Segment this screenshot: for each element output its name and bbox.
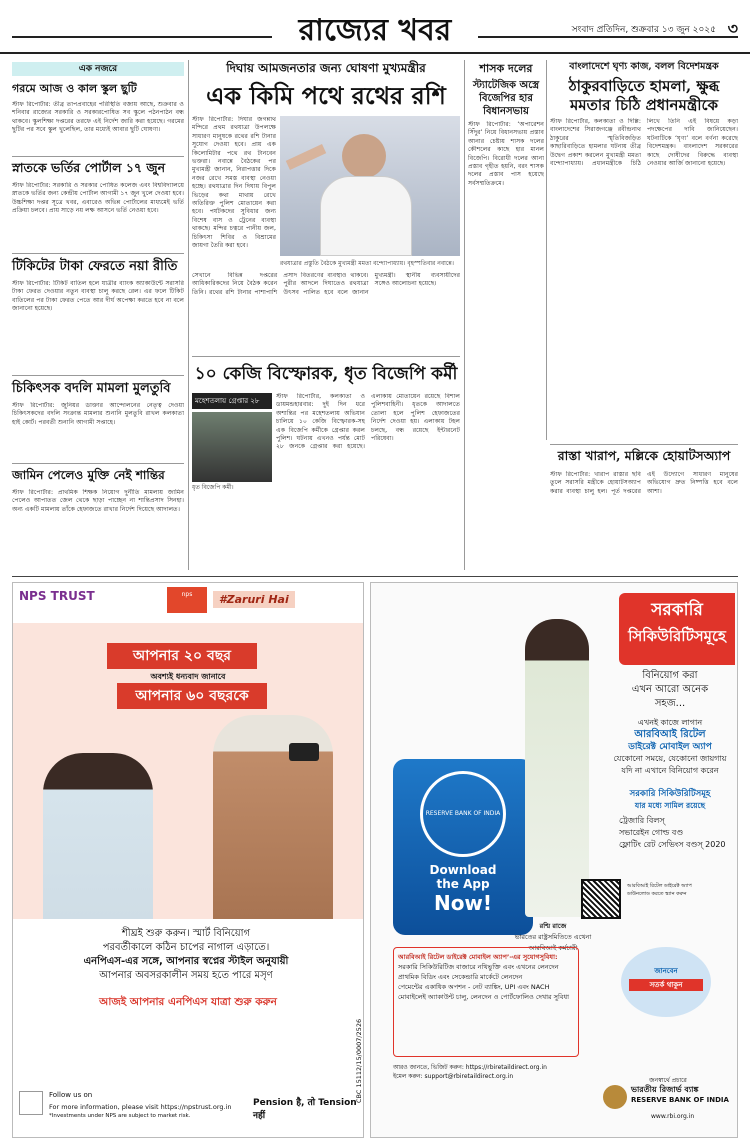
raised-hand-shape [286,144,326,170]
publication-date: সংবাদ প্রতিদিন, শুক্রবার ১৩ জুন ২০২৫ [571,25,716,35]
nps-logo: NPS TRUST [19,589,95,603]
rbi-issuer: জনস্বার্থে প্রচারে [649,1077,687,1084]
accused-photo [192,412,272,482]
second-headline: ১০ কেজি বিস্ফোরক, ধৃত বিজেপি কর্মী [194,364,458,384]
bangladesh-story [550,60,738,440]
second-body: স্টাফ রিপোর্টার, কলকাতা ও ডায়মন্ডহারবার: দুই দিন ধরে অশান্তির পর মহেশতলায় অভিযান চালিয়ে ১০ কেজি বিস্ফোরক-সহ এক বিজেপি কর্মীকে গ্রেপ্তার করল পুলিশ। ঘটনায় এখনও পর্যন্ত মোট ২৮ জনকে গ্রেপ্তার করা হয়েছে। এলাকায় মোতায়েন রয়েছে বিশাল পুলিশবাহিনী। ধৃতকে আদালতে তোলা হলে পুলিশ হেফাজতের নির্দেশ দেওয়া হয়। এলাকায় টহল চলছে, বন্ধ রয়েছে ইন্টারনেট পরিষেবা। [276,393,460,451]
rbi-p5: যদি না এখানে বিনিয়োগ করেন [621,766,719,775]
column-rule [546,60,547,440]
rbi-subhead [607,669,733,711]
rbi-item-3: ফ্লোটিং রেট সেভিংস বণ্ডস্ 2020 [619,840,726,849]
rbi-pitch [607,717,733,777]
nps-copy-1: শীঘ্রই শুরু করুন। স্মার্ট বিনিয়োগ [121,928,251,939]
brief-text-1: স্টাফ রিপোর্টার: তীব্র তাপপ্রবাহের পরিস্থিতি বজায় আছে, শুক্রবার ও শনিবার রাজ্যের সরকারি ও সরকারপোষিত সব স্কুলে পঠনপাঠন বন্ধ থাকবে। স্কুলশিক্ষা দপ্তরের তরফে এই নির্দেশ জারি করা হয়েছে। গরমের ছুটির পর সবে স্কুল খুলেছিল, তার মধ্যেই আবার ছুটি ঘোষণা। [12,101,184,134]
rbi-list-head-2: যার মধ্যে সামিল রয়েছে [634,801,706,810]
model-role: ভারতের রাষ্ট্রসমিতিতে এথেনা আরবিআই কর্মচারী [514,933,592,952]
rbi-sub-1: বিনিয়োগ করা [642,670,698,681]
model-figure [525,619,589,917]
bangladesh-body: স্টাফ রিপোর্টার, কলকাতা ও দিল্লি: বাংলাদেশের সিরাজগঞ্জে রবীন্দ্রনাথ ঠাকুরের স্মৃতিবিজড়িত কাছারিবাড়িতে হামলার ঘটনায় তীব্র উদ্বেগ প্রকাশ করলেন মুখ্যমন্ত্রী মমতা বন্দ্যোপাধ্যায়। প্রধানমন্ত্রীকে চিঠি লিখে তিনি এই বিষয়ে কড়া পদক্ষেপের দাবি জানিয়েছেন। ঘটনাটিকে ‘ঘৃণ্য’ বলে বর্ণনা করেছে বিদেশমন্ত্রক। বাংলাদেশ সরকারের কাছে দোষীদের বিরুদ্ধে ব্যবস্থা নেওয়ার আর্জি জানানো হয়েছে। [550,118,738,168]
camera-icon [289,743,319,761]
phone-mockup [393,759,533,935]
brief-bar: এক নজরে [12,62,184,76]
brief-text-4: স্টাফ রিপোর্টার: জুনিয়র ডাক্তার আন্দোলনের নেতৃত্ব দেওয়া চিকিৎসকদের বদলি সংক্রান্ত মামলার শুনানি মুলতুবি রাখল কলকাতা হাই কোর্ট। পরবর্তী শুনানি আগামী সপ্তাহে। [12,402,184,426]
rbi-head-2: সিকিউরিটিসমূহে [628,627,726,645]
brief-headline-3: টিকিটের টাকা ফেরতে নয়া রীতি [12,259,178,274]
lead-body: স্টাফ রিপোর্টার: দিঘার জগন্নাথ মন্দিরে প্রথম রথযাত্রা উপলক্ষে সাধারণ মানুষকে রথের রশি টানার সুযোগ দেওয়া হবে। প্রায় এক কিলোমিটার পথে রথ টানবেন ভক্তরা। নবান্নে বৈঠকের পর মুখ্যমন্ত্রী জানান, নিরাপত্তার দিকে নজর রেখে সমস্ত ব্যবস্থা নেওয়া হচ্ছে। রথযাত্রার দিন দিঘায় বিপুল ভিড়ের কথা মাথায় রেখে অতিরিক্ত পুলিশ মোতায়েন করা হবে। পর্যটকদের সুবিধার জন্য বিশেষ বাস ও ট্রেনের ব্যবস্থা থাকছে। মন্দির চত্বরে পানীয় জল, চিকিৎসা শিবির ও বিশ্রামের জায়গা তৈরি করা হবে। [192,116,276,250]
brief-text-5: স্টাফ রিপোর্টার: প্রাথমিক শিক্ষক নিয়োগ দুর্নীতি মামলায় জামিন পেলেও আপাতত জেল থেকে ছাড়া পাচ্ছেন না শান্তিপ্রসাদ সিনহা। অন্য একটি মামলায় তাঁকে হেফাজতে রাখার নির্দেশ দিয়েছে আদালত। [12,489,184,513]
page-header [0,0,750,54]
roads-body: স্টাফ রিপোর্টার: খারাপ রাস্তার ছবি তুলে সরাসরি মন্ত্রীকে হোয়াটসঅ্যাপ করার ব্যবস্থা চালু হল। পূর্ত দপ্তরের এই উদ্যোগে সাধারণ মানুষের অভিযোগ দ্রুত নিষ্পত্তি হবে বলে আশা। [550,471,738,495]
column-rule [188,60,189,570]
phone-line-1: Download [429,863,497,877]
rbi-contact-url: আরও জানতে, ভিজিট করুন: https://rbiretaildirect.org.in [393,1064,547,1071]
rbi-head-1: সরকারি [651,600,703,620]
nps-slogan: Pension है, तो Tension नहीं [253,1098,357,1121]
nps-cta: আজই আপনার এনপিএস যাত্রা শুরু করুন [99,996,277,1008]
badge-top: জানবেন [654,967,678,975]
rbi-list-head [607,787,733,813]
nps-cbc-code: CBC 15112/15/0007/2526 [355,1018,363,1103]
brief-headline-1: গরমে আজ ও কাল স্কুল ছুটি [12,82,137,95]
divider [12,463,184,464]
rbi-p3: ডাইরেক্ট মোবাইল অ্যাপ [628,742,712,752]
rbi-feature-2: প্রাথমিক বিডিং এবং সেকেন্ডারি মার্কেটে লেনদেন [398,973,523,981]
rbi-bank-bn: ভারতীয় রিজার্ভ ব্যাঙ্ক [631,1085,699,1094]
rbi-feature-1: সরকারি সিকিউরিটিজ বাজারে নথিভুক্তি এবং এখনের লেনদেন [398,963,559,971]
accused-photo-caption: ধৃত বিজেপি কর্মী। [192,484,234,491]
rbi-p1: এখনই কাজে লাগান [637,718,703,727]
nps-advertisement [12,582,364,1138]
nps-follow: Follow us on [49,1091,93,1099]
nps-banner-sub: অবশ্যই ধন্যবাদ জানাবে [150,672,226,681]
ads-divider [12,576,738,577]
assembly-story [468,60,544,570]
rbi-advertisement [370,582,738,1138]
assembly-headline: স্ট্যাটেজিক অস্ত্রে বিজেপির হার বিধানসভায় [472,80,540,117]
rbi-feature-4: মোবাইলেই অ্যাকাউন্ট চালু, লেনদেন ও পোর্টফোলিও দেখার সুবিধা [398,993,569,1001]
brief-text-3: স্টাফ রিপোর্টার: টিকিট বাতিল হলে যাত্রীর ব্যাংক অ্যাকাউন্টে সরাসরি টাকা ফেরত দেওয়ার নতুন ব্যবস্থা চালু করছে রেল। এর ফলে টিকিট বাতিলের পর টাকা ফেরত পেতে আর দীর্ঘ অপেক্ষা করতে হবে না বলে জানানো হয়েছে। [12,280,184,313]
rbi-contact-email: ইমেল করুন: support@rbiretaildirect.org.in [393,1073,514,1080]
nps-qr-icon [19,1091,43,1115]
assembly-body: স্টাফ রিপোর্টার: ‘অপারেশন সিঁদুর’ নিয়ে বিধানসভায় প্রস্তাব আনার চেষ্টায় শাসক দলের কৌশলের কাছে হার মানল বিজেপি। বিরোধী দলের আনা প্রস্তাব গৃহীত হয়নি, বরং শাসক দলের প্রস্তাব পাস হয়েছে সর্বসম্মতিক্রমে। [468,121,544,187]
column-rule [464,60,465,570]
bangladesh-headline: ঠাকুরবাড়িতে হামলা, ক্ষুব্ধ মমতার চিঠি প্রধানমন্ত্রীকে [568,77,720,114]
rbi-item-2: সভারেইন গোল্ড বণ্ড [619,828,684,837]
rbi-feature-3: পেমেন্টের একাধিক অপশন - নেট ব্যাঙ্কিং, UPI এবং NACH [398,983,550,991]
rbi-bank-name [631,1085,735,1105]
lead-photo-caption: রথযাত্রার প্রস্তুতি বৈঠকে মুখ্যমন্ত্রী মমতা বন্দ্যোপাধ্যায়। বৃহস্পতিবার নবান্নে। [280,260,454,267]
young-woman-figure [43,753,153,919]
phone-line-3: Now! [433,891,493,915]
nps-photo-area [13,623,364,919]
roads-headline: রাস্তা খারাপ, মল্লিকে হোয়াটসঅ্যাপ [557,448,731,463]
rbi-qr-code [581,879,621,919]
nps-brand-badge: nps [167,587,207,613]
section-title: রাজ্যের খবর [298,13,452,48]
second-dateline: মহেশতলায় গ্রেপ্তার ২৮ [192,393,272,409]
rbi-p4: যেকোনো সময়ে, যেকোনো জায়গায় [613,754,727,763]
chief-minister-photo [280,116,460,256]
brief-headline-2: স্নাতকে ভর্তির পোর্টাল ১৭ জুন [12,160,166,175]
nps-copy-4: আপনার অবসরকালীন সময় হতে পারে মসৃণ [99,970,273,981]
zaruri-hai-tag: #Zaruri Hai [213,591,295,608]
nps-website: For more information, please visit https://npstrust.org.in [49,1103,232,1111]
brief-headline-4: চিকিৎসক বদলি মামলা মুলতুবি [12,381,171,396]
roads-story [550,448,738,570]
model-name: রশ্মি রাজে [539,922,567,930]
rbi-features-box [393,947,579,1057]
brief-text-2: স্টাফ রিপোর্টার: সরকারি ও সরকার পোষিত কলেজ এবং বিশ্ববিদ্যালয়ে স্নাতকে ভর্তির জন্য কেন্দ্রীয় পোর্টাল আগামী ১৭ জুন খুলে দেওয়া হবে। উচ্চশিক্ষা দপ্তর সূত্রে খবর, এবারেও অভিন্ন পোর্টালের মাধ্যমেই ভর্তি প্রক্রিয়া চলবে। প্রায় সাড়ে নয় লক্ষ আসনে ভর্তি নেওয়া হবে। [12,182,184,215]
nps-disclaimer: *Investments under NPS are subject to market risk. [49,1113,191,1119]
rbi-contact [393,1063,579,1081]
rbi-sub-3: সহজ... [654,698,686,709]
divider [12,253,184,254]
rbi-list-head-1: সরকারি সিকিউরিটিসমূহ [629,789,711,799]
rbi-sub-2: এখন আরো অনেক [631,684,709,695]
rbi-p2: আরবিআই রিটেল [634,729,706,740]
face-shape [342,134,386,178]
assembly-kicker: শাসক দলের [479,62,533,75]
nps-banner-1: আপনার ২০ বছর [107,643,257,669]
rbi-seal: RESERVE BANK OF INDIA [420,771,506,857]
rbi-bank-en: RESERVE BANK OF INDIA [631,1096,729,1104]
nps-copy [27,927,345,983]
divider [192,356,460,357]
lead-body-continued: সেখানে বিভিন্ন দপ্তরের আধিকারিকদের নিয়ে বৈঠক করেন তিনি। রথের রশি টানার পাশাপাশি প্রসাদ বিতরণের ব্যবস্থাও থাকবে। পুরীর আদলে দিঘাতেও রথযাত্রা উৎসব পালিত হবে বলে জানান মুখ্যমন্ত্রী। স্থানীয় ব্যবসায়ীদের সঙ্গেও আলোচনা হয়েছে। [192,272,460,296]
rbi-item-1: ট্রেজারি বিলস্ [619,816,665,825]
brief-headline-5: জামিন পেলেও মুক্তি নেই শান্তির [12,468,165,482]
bangladesh-kicker: বাংলাদেশে ঘৃণ্য কাজ, বলল বিদেশমন্ত্রক [569,61,719,72]
saree-shape [320,176,412,256]
divider [12,375,184,376]
lead-story [192,60,460,570]
badge-bottom: সতর্ক থাকুন [629,979,703,991]
nps-copy-3: এনপিএস-এর সঙ্গে, আপনার স্বপ্নের স্টাইল অনুযায়ী [83,956,289,967]
rbi-emblem-icon [603,1085,627,1109]
nps-copy-2: পরবর্তীকালে কঠিন চাপের নাগাল এড়াতে। [102,942,270,953]
page-number: ৩ [727,19,738,38]
rbi-headline-box [619,593,735,665]
divider [12,156,184,157]
rbi-url: www.rbi.org.in [651,1113,695,1120]
rbi-qr-caption: আরবিআই রিটেল ডাইরেক্ট অ্যাপ ডাউনলোড করতে স্ক্যান করুন [627,883,692,897]
brief-column [12,62,184,570]
rbi-awareness-badge [621,947,711,1017]
divider [550,444,738,445]
phone-line-2: the App [436,877,490,891]
rbi-features-head: আরবিআই রিটেল ডাইরেক্ট মোবাইল অ্যাপ’-এর সুযোগসুবিধা: [398,953,558,961]
lead-headline: এক কিমি পথে রথের রশি [206,81,446,110]
lead-kicker: দিঘায় আমজনতার জন্য ঘোষণা মুখ্যমন্ত্রীর [226,61,426,75]
nps-banner-2: আপনার ৬০ বছরকে [117,683,267,709]
rbi-securities-list [619,815,731,851]
